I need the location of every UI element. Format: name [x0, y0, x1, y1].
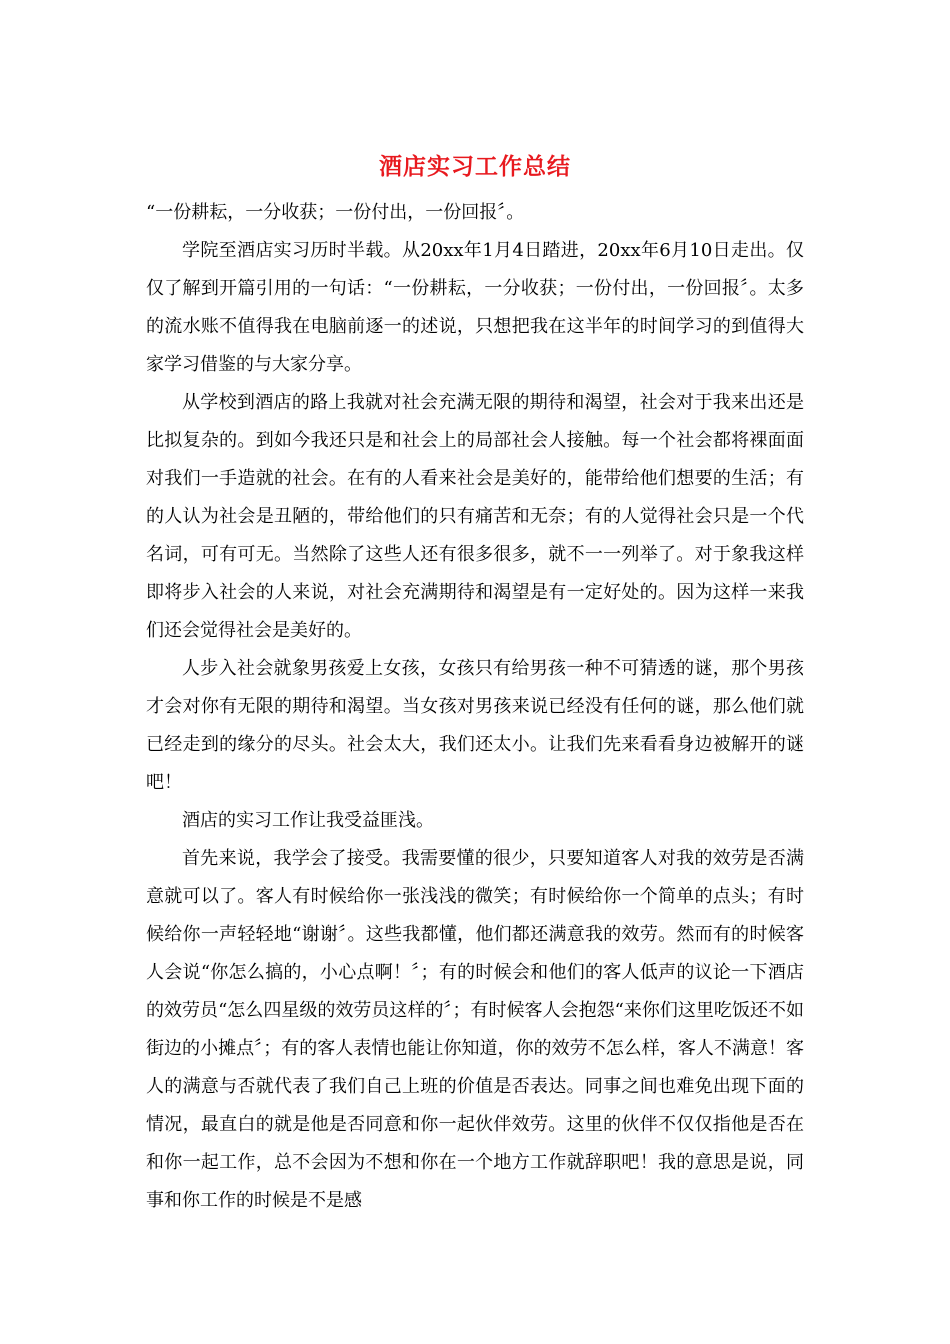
paragraph: 酒店的实习工作让我受益匪浅。 [182, 810, 434, 831]
paragraph: 首先来说，我学会了接受。我需要懂的很少，只要知道客人对我的效劳是否满意就可以了。客人有时候给你一张浅浅的微笑；有时候给你一个简单的点头；有时候给你一声轻轻地“谢谢〞。这些我都懂，他们都还满意我的效劳。然而有的时候客人会说“你怎么搞的，小心点啊！〞；有的时候会和他们的客人低声的议论一下酒店的效劳员“怎么四星级的效劳员这样的〞；有时候客人会抱怨“来你们这里吃饭还不如街边的小摊点〞；有的客人表情也能让你知道，你的效劳不怎么样，客人不满意！客人的满意与否就代表了我们自己上班的价值是否表达。同事之间也难免出现下面的情况，最直白的就是他是否同意和你一起伙伴效劳。这里的伙伴不仅仅指他是否在和你一起工作，总不会因为不想和你在一个地方工作就辞职吧！我的意思是说，同事和你工作的时候是不是感 [146, 848, 804, 1211]
opening-quote: “一份耕耘，一分收获；一份付出，一份回报〞。 [146, 202, 525, 223]
paragraph: 人步入社会就象男孩爱上女孩，女孩只有给男孩一种不可猜透的谜，那个男孩才会对你有无限的期待和渴望。当女孩对男孩来说已经没有任何的谜，那么他们就已经走到的缘分的尽头。社会太大，我们还太小。让我们先来看看身边被解开的谜吧！ [146, 658, 804, 793]
document-title: 酒店实习工作总结 [379, 153, 571, 180]
paragraph: 学院至酒店实习历时半载。从20xx年1月4日踏进，20xx年6月10日走出。仅仅了解到开篇引用的一句话：“一份耕耘，一分收获；一份付出，一份回报〞。太多的流水账不值得我在电脑前逐一的述说，只想把我在这半年的时间学习的到值得大家学习借鉴的与大家分享。 [146, 240, 804, 375]
paragraph: 从学校到酒店的路上我就对社会充满无限的期待和渴望，社会对于我来出还是比拟复杂的。到如今我还只是和社会上的局部社会人接触。每一个社会都将裸面面对我们一手造就的社会。在有的人看来社会是美好的，能带给他们想要的生活；有的人认为社会是丑陋的，带给他们的只有痛苦和无奈；有的人觉得社会只是一个代名词，可有可无。当然除了这些人还有很多很多，就不一一列举了。对于象我这样即将步入社会的人来说，对社会充满期待和渴望是有一定好处的。因为这样一来我们还会觉得社会是美好的。 [146, 392, 804, 641]
document-body [146, 194, 804, 1220]
